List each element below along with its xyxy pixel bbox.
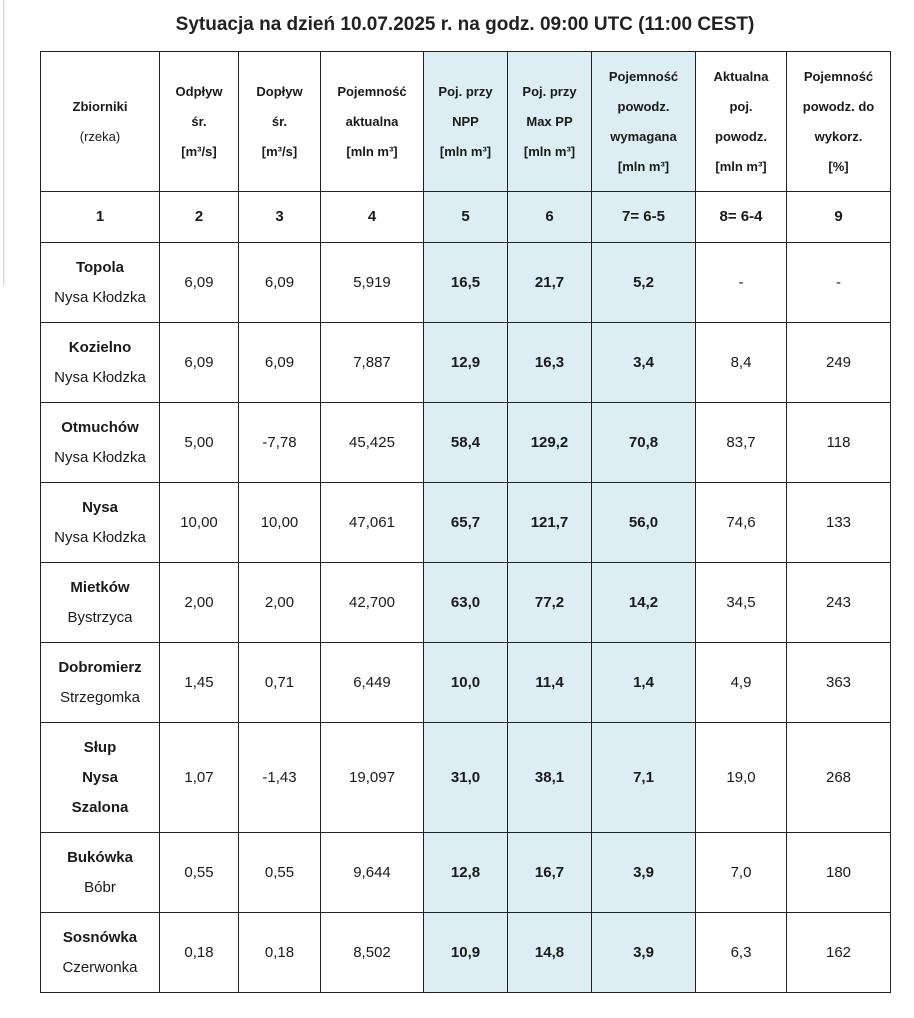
inflow-cell: 6,09 xyxy=(239,323,321,403)
current-capacity-cell: 42,700 xyxy=(321,563,424,643)
header-required-flood-capacity: Pojemność powodz. wymagana [mln m³] xyxy=(592,52,696,192)
percent-cell: 249 xyxy=(787,323,891,403)
required-capacity-cell: 7,1 xyxy=(592,723,696,833)
table-row xyxy=(41,643,891,723)
actual-capacity-cell: 4,9 xyxy=(696,643,787,723)
inflow-cell: 2,00 xyxy=(239,563,321,643)
percent-cell: 118 xyxy=(787,403,891,483)
actual-capacity-cell: 19,0 xyxy=(696,723,787,833)
table-row xyxy=(41,483,891,563)
column-number: 1 xyxy=(41,192,160,243)
current-capacity-cell: 6,449 xyxy=(321,643,424,723)
outflow-cell: 6,09 xyxy=(160,243,239,323)
inflow-cell: 0,18 xyxy=(239,913,321,993)
max-pp-cell: 11,4 xyxy=(508,643,592,723)
column-number-row xyxy=(41,192,891,243)
npp-cell: 16,5 xyxy=(424,243,508,323)
table-row xyxy=(41,723,891,833)
actual-capacity-cell: - xyxy=(696,243,787,323)
required-capacity-cell: 3,9 xyxy=(592,913,696,993)
current-capacity-cell: 47,061 xyxy=(321,483,424,563)
npp-cell: 65,7 xyxy=(424,483,508,563)
npp-cell: 12,9 xyxy=(424,323,508,403)
header-outflow: Odpływ śr. [m³/s] xyxy=(160,52,239,192)
outflow-cell: 5,00 xyxy=(160,403,239,483)
column-number: 8= 6-4 xyxy=(696,192,787,243)
required-capacity-cell: 56,0 xyxy=(592,483,696,563)
header-flood-capacity-percent: Pojemność powodz. do wykorz. [%] xyxy=(787,52,891,192)
actual-capacity-cell: 74,6 xyxy=(696,483,787,563)
inflow-cell: 0,71 xyxy=(239,643,321,723)
max-pp-cell: 38,1 xyxy=(508,723,592,833)
reservoir-name-cell: Sosnówka Czerwonka xyxy=(41,913,160,993)
required-capacity-cell: 70,8 xyxy=(592,403,696,483)
actual-capacity-cell: 6,3 xyxy=(696,913,787,993)
table-row xyxy=(41,323,891,403)
required-capacity-cell: 14,2 xyxy=(592,563,696,643)
max-pp-cell: 16,7 xyxy=(508,833,592,913)
npp-cell: 63,0 xyxy=(424,563,508,643)
current-capacity-cell: 19,097 xyxy=(321,723,424,833)
inflow-cell: -7,78 xyxy=(239,403,321,483)
reservoir-name-cell: Słup Nysa Szalona xyxy=(41,723,160,833)
inflow-cell: 6,09 xyxy=(239,243,321,323)
reservoir-name-cell: Topola Nysa Kłodzka xyxy=(41,243,160,323)
column-number: 6 xyxy=(508,192,592,243)
reservoir-name-cell: Dobromierz Strzegomka xyxy=(41,643,160,723)
header-actual-flood-capacity: Aktualna poj. powodz. [mln m³] xyxy=(696,52,787,192)
inflow-cell: -1,43 xyxy=(239,723,321,833)
reservoir-table xyxy=(40,51,891,993)
column-number: 9 xyxy=(787,192,891,243)
outflow-cell: 1,45 xyxy=(160,643,239,723)
max-pp-cell: 21,7 xyxy=(508,243,592,323)
max-pp-cell: 16,3 xyxy=(508,323,592,403)
table-row xyxy=(41,913,891,993)
current-capacity-cell: 45,425 xyxy=(321,403,424,483)
page-title: Sytuacja na dzień 10.07.2025 r. na godz. 09:00 UTC (11:00 CEST) xyxy=(175,14,755,35)
current-capacity-cell: 5,919 xyxy=(321,243,424,323)
table-row xyxy=(41,243,891,323)
required-capacity-cell: 1,4 xyxy=(592,643,696,723)
percent-cell: 180 xyxy=(787,833,891,913)
percent-cell: 162 xyxy=(787,913,891,993)
npp-cell: 10,9 xyxy=(424,913,508,993)
left-edge-shadow xyxy=(0,0,4,285)
outflow-cell: 0,18 xyxy=(160,913,239,993)
actual-capacity-cell: 83,7 xyxy=(696,403,787,483)
npp-cell: 58,4 xyxy=(424,403,508,483)
percent-cell: 243 xyxy=(787,563,891,643)
outflow-cell: 6,09 xyxy=(160,323,239,403)
percent-cell: - xyxy=(787,243,891,323)
max-pp-cell: 121,7 xyxy=(508,483,592,563)
required-capacity-cell: 3,4 xyxy=(592,323,696,403)
percent-cell: 133 xyxy=(787,483,891,563)
header-reservoirs: Zbiorniki (rzeka) xyxy=(41,52,160,192)
max-pp-cell: 14,8 xyxy=(508,913,592,993)
table-header-row xyxy=(41,52,891,192)
required-capacity-cell: 3,9 xyxy=(592,833,696,913)
table-row xyxy=(41,563,891,643)
inflow-cell: 0,55 xyxy=(239,833,321,913)
column-number: 5 xyxy=(424,192,508,243)
actual-capacity-cell: 34,5 xyxy=(696,563,787,643)
outflow-cell: 1,07 xyxy=(160,723,239,833)
outflow-cell: 0,55 xyxy=(160,833,239,913)
column-number: 4 xyxy=(321,192,424,243)
actual-capacity-cell: 7,0 xyxy=(696,833,787,913)
percent-cell: 363 xyxy=(787,643,891,723)
actual-capacity-cell: 8,4 xyxy=(696,323,787,403)
column-number: 2 xyxy=(160,192,239,243)
table-row xyxy=(41,403,891,483)
outflow-cell: 2,00 xyxy=(160,563,239,643)
table-row xyxy=(41,833,891,913)
outflow-cell: 10,00 xyxy=(160,483,239,563)
reservoir-name-cell: Nysa Nysa Kłodzka xyxy=(41,483,160,563)
npp-cell: 31,0 xyxy=(424,723,508,833)
current-capacity-cell: 8,502 xyxy=(321,913,424,993)
max-pp-cell: 77,2 xyxy=(508,563,592,643)
header-max-pp: Poj. przy Max PP [mln m³] xyxy=(508,52,592,192)
reservoir-name-cell: Bukówka Bóbr xyxy=(41,833,160,913)
header-npp: Poj. przy NPP [mln m³] xyxy=(424,52,508,192)
inflow-cell: 10,00 xyxy=(239,483,321,563)
reservoir-name-cell: Mietków Bystrzyca xyxy=(41,563,160,643)
column-number: 3 xyxy=(239,192,321,243)
reservoir-name-cell: Otmuchów Nysa Kłodzka xyxy=(41,403,160,483)
current-capacity-cell: 7,887 xyxy=(321,323,424,403)
max-pp-cell: 129,2 xyxy=(508,403,592,483)
header-current-capacity: Pojemność aktualna [mln m³] xyxy=(321,52,424,192)
npp-cell: 12,8 xyxy=(424,833,508,913)
column-number: 7= 6-5 xyxy=(592,192,696,243)
npp-cell: 10,0 xyxy=(424,643,508,723)
percent-cell: 268 xyxy=(787,723,891,833)
reservoir-name-cell: Kozielno Nysa Kłodzka xyxy=(41,323,160,403)
current-capacity-cell: 9,644 xyxy=(321,833,424,913)
header-inflow: Dopływ śr. [m³/s] xyxy=(239,52,321,192)
required-capacity-cell: 5,2 xyxy=(592,243,696,323)
